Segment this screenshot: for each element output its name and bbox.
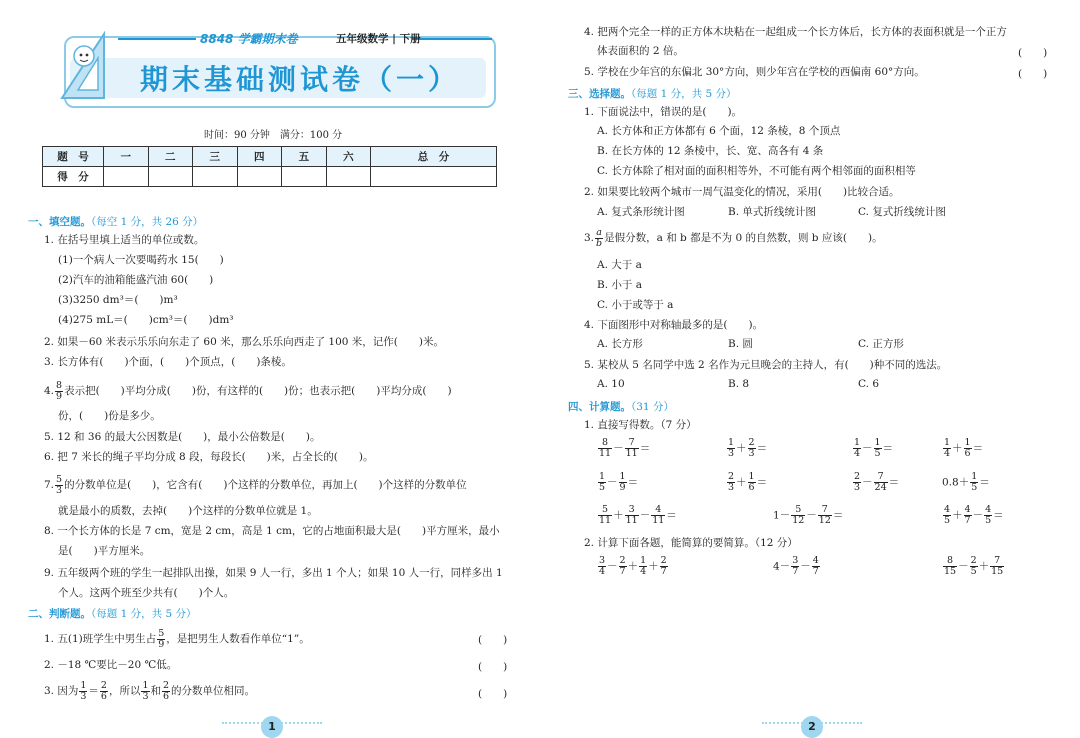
fraction [651, 505, 665, 526]
question: 2. －18 ℃要比－20 ℃低。 [44, 659, 178, 671]
denominator: 3 [56, 484, 63, 496]
numerator: 4 [812, 555, 819, 566]
question-text: 1. 五(1)班学生中男生占 [44, 633, 157, 645]
operator: 1－ [773, 509, 791, 522]
fraction [748, 472, 756, 493]
fraction [984, 505, 992, 526]
operator: ＋ [648, 560, 659, 573]
denominator: 24 [874, 482, 887, 493]
answer-parens[interactable]: ( ) [478, 661, 508, 673]
numerator: 2 [748, 437, 755, 448]
question: 5. 某校从 5 名同学中选 2 名作为元旦晚会的主持人，有( )种不同的选法。 [584, 359, 948, 371]
numerator: 1 [599, 471, 606, 482]
fraction [141, 681, 149, 702]
option[interactable]: B. 圆 [728, 338, 753, 350]
score-cell[interactable] [282, 167, 327, 187]
operator: － [613, 442, 624, 455]
denominator: 11 [599, 448, 612, 459]
fraction [791, 505, 805, 526]
denominator: 11 [599, 515, 612, 526]
denominator: 9 [619, 482, 626, 493]
numerator: 4 [964, 504, 971, 515]
question: 4. 把两个完全一样的正方体木块粘在一起组成一个长方体后，长方体的表面积就是一个正方 [584, 26, 1007, 38]
operator: ＋ [736, 476, 747, 489]
denominator: 7 [964, 515, 971, 526]
question: 6. 把 7 米长的绳子平均分成 8 段，每段长( )米，占全长的( )。 [44, 451, 374, 463]
numerator: 1 [728, 437, 735, 448]
operator: － [607, 560, 618, 573]
fraction [812, 556, 820, 577]
numerator: 1 [854, 437, 861, 448]
section-points: （每题 1 分，共 5 分） [631, 88, 737, 100]
page-title: 期末基础测试卷（一） [140, 63, 461, 96]
denominator: 9 [56, 390, 63, 402]
score-header-cell: 二 [148, 147, 193, 167]
denominator: 4 [854, 448, 861, 459]
option[interactable]: B. 小于 a [597, 279, 642, 291]
denominator: 5 [970, 566, 977, 577]
fraction [162, 681, 170, 702]
question: 9. 五年级两个班的学生一起排队出操，如果 9 人一行，多出 1 个人；如果 10 人一行，同样多出 1 [44, 567, 503, 579]
score-header-cell: 五 [282, 147, 327, 167]
score-header-cell: 一 [104, 147, 149, 167]
option[interactable]: B. 单式折线统计图 [728, 206, 816, 218]
fraction [625, 438, 639, 459]
numerator: 3 [625, 505, 639, 516]
option[interactable]: A. 复式条形统计图 [597, 206, 685, 218]
operator: ＝ [882, 442, 894, 455]
fraction [970, 472, 978, 493]
fraction [943, 505, 951, 526]
numerator: 1 [619, 471, 626, 482]
grade-separator: | [388, 33, 400, 45]
section-points: （每空 1 分，共 26 分） [91, 216, 204, 228]
denominator: 9 [158, 638, 165, 650]
operator: ＝ [639, 442, 651, 455]
expression [726, 472, 767, 493]
question-continued: 份，( )份是多少。 [58, 410, 161, 422]
fraction [625, 505, 639, 526]
numerator: 2 [660, 555, 667, 566]
denominator: 3 [748, 448, 755, 459]
question-item: (3)3250 dm³＝( )m³ [58, 294, 178, 306]
score-header-cell: 总 分 [371, 147, 497, 167]
header-rule-right [412, 38, 492, 40]
fraction [619, 556, 627, 577]
question: 5. 学校在少年宫的东偏北 30°方向，则少年宫在学校的西偏南 60°方向。 [584, 66, 925, 78]
denominator: 7 [792, 566, 799, 577]
numerator: 1 [142, 679, 149, 691]
section-points: （31 分） [631, 401, 674, 413]
question-continued: 是( )平方厘米。 [58, 545, 151, 557]
denominator: 5 [599, 482, 606, 493]
denominator: 11 [652, 515, 665, 526]
fraction [100, 681, 108, 702]
score-table-header-row [43, 147, 497, 167]
denominator: 6 [100, 690, 107, 702]
denominator: 7 [660, 566, 667, 577]
denominator: 12 [792, 515, 805, 526]
denominator: 3 [728, 448, 735, 459]
section-heading [568, 399, 674, 414]
fraction [791, 556, 799, 577]
question-text: 的分数单位相同。 [171, 685, 256, 697]
fraction [964, 438, 972, 459]
option[interactable]: A. 长方形 [597, 338, 643, 350]
fraction [595, 228, 603, 249]
score-cell[interactable] [237, 167, 282, 187]
operator: ＝ [756, 476, 768, 489]
question: 3. 长方体有( )个面，( )个顶点，( )条棱。 [44, 356, 292, 368]
question-text: 表示把( )平均分成( )份，有这样的( )份；也表示把( )平均分成( ) [64, 385, 452, 397]
question-continued: 个人。这两个班至少共有( )个人。 [58, 587, 235, 599]
expression [852, 438, 893, 459]
section-title: 三、选择题。 [568, 88, 631, 100]
denominator: 6 [748, 482, 755, 493]
expression [942, 472, 990, 493]
question-number: 7. [44, 479, 55, 491]
question: 1. 在括号里填上适当的单位或数。 [44, 234, 205, 246]
numerator: 1 [80, 679, 87, 691]
section-title: 一、填空题。 [28, 216, 91, 228]
mascot-icon [58, 30, 114, 102]
option[interactable]: C. 长方体除了相对面的面积相等外，不可能有两个相邻面的面积相等 [597, 165, 916, 177]
denominator: 15 [991, 566, 1004, 577]
question: 1. 直接写得数。（7 分） [584, 419, 697, 431]
grade-label: 五年级数学 [336, 33, 389, 45]
operator: ＝ [993, 509, 1004, 522]
operator: ＝ [756, 442, 768, 455]
fraction [639, 556, 647, 577]
question: 8. 一个长方体的长是 7 cm，宽是 2 cm，高是 1 cm，它的占地面积最大是( )平方厘米，最小 [44, 525, 500, 537]
question-text: 是假分数，a 和 b 都是不为 0 的自然数，则 b 应该( )。 [604, 232, 883, 244]
fraction [943, 438, 951, 459]
question: 4. 下面图形中对称轴最多的是( )。 [584, 319, 764, 331]
question-item: (1)一个病人一次要喝药水 15( ) [58, 254, 224, 266]
numerator: 2 [619, 555, 626, 566]
option[interactable]: C. 小于或等于 a [597, 299, 674, 311]
fraction [79, 681, 87, 702]
denominator: 4 [944, 448, 951, 459]
expression [597, 505, 677, 526]
numerator: 7 [818, 505, 832, 516]
fraction [55, 381, 63, 402]
denominator: 5 [944, 515, 951, 526]
numerator: 5 [56, 473, 63, 485]
expression [773, 505, 843, 526]
numerator: 2 [970, 555, 977, 566]
denominator: 4 [599, 566, 606, 577]
denominator: 5 [874, 448, 881, 459]
option[interactable]: A. 10 [597, 378, 625, 390]
operator: － [972, 509, 984, 522]
header-rule [118, 38, 196, 40]
expression [942, 505, 1004, 526]
question-text: ，所以 [108, 685, 141, 697]
question-text: ，是把男生人数看作单位“1”。 [166, 633, 310, 645]
numerator: 4 [651, 505, 665, 516]
expression [597, 438, 650, 459]
fraction [818, 505, 832, 526]
operator: 0.8＋ [942, 476, 970, 489]
volume-label: 下册 [399, 33, 421, 45]
operator: ＝ [627, 476, 639, 489]
expression [773, 556, 821, 577]
denominator: 3 [80, 690, 87, 702]
question-continued: 就是最小的质数，去掉( )个这样的分数单位就是 1。 [58, 505, 318, 517]
numerator: 2 [163, 679, 170, 691]
operator: ＋ [627, 560, 639, 573]
fraction [943, 556, 957, 577]
expression [726, 438, 767, 459]
operator: － [862, 442, 873, 455]
denominator: 3 [854, 482, 861, 493]
numerator: 1 [748, 471, 755, 482]
denominator: 7 [619, 566, 626, 577]
operator: － [862, 476, 873, 489]
numerator: 2 [854, 471, 861, 482]
header-series: 8848 学霸期末卷 [200, 32, 298, 46]
numerator: 8 [56, 379, 63, 391]
operator: － [958, 560, 969, 573]
answer-parens[interactable]: ( ) [478, 688, 508, 700]
score-cell[interactable] [193, 167, 238, 187]
expression [852, 472, 899, 493]
numerator: 7 [625, 438, 639, 449]
score-header-cell: 六 [326, 147, 371, 167]
score-header-cell: 题 号 [43, 147, 104, 167]
question-text: 3. 因为 [44, 685, 79, 697]
answer-parens[interactable]: ( ) [478, 634, 508, 646]
question-item: (4)275 mL＝( )cm³＝( )dm³ [58, 314, 234, 326]
score-cell[interactable] [148, 167, 193, 187]
time-info: 时间：90 分钟 满分：100 分 [204, 130, 343, 141]
expression [597, 556, 669, 577]
fraction [874, 472, 888, 493]
operator: ＋ [952, 442, 963, 455]
numerator: 7 [990, 556, 1004, 567]
fraction [55, 475, 63, 496]
question: 1. 下面说法中，错误的是( )。 [584, 106, 743, 118]
denominator: 6 [163, 690, 170, 702]
question: 2. 如果要比较两个城市一周气温变化的情况，采用( )比较合适。 [584, 186, 900, 198]
option[interactable]: C. 复式折线统计图 [858, 206, 946, 218]
expression [942, 556, 1005, 577]
denominator: 5 [971, 482, 978, 493]
question-continued: 体表面积的 2 倍。 [597, 45, 684, 57]
fraction [748, 438, 756, 459]
question [44, 380, 452, 402]
page-number: 2 [801, 716, 823, 738]
numerator: 4 [985, 504, 992, 515]
option[interactable]: C. 正方形 [858, 338, 904, 350]
numerator: a [596, 226, 602, 238]
numerator: 8 [598, 438, 612, 449]
operator: ＝ [832, 509, 844, 522]
denominator: 3 [728, 482, 735, 493]
fraction [990, 556, 1004, 577]
expression [597, 472, 638, 493]
operator: ＝ [666, 509, 677, 522]
denominator: 5 [985, 515, 992, 526]
score-header-cell: 四 [237, 147, 282, 167]
numerator: 5 [791, 505, 805, 516]
option[interactable]: C. 6 [858, 378, 880, 390]
denominator: 6 [964, 448, 971, 459]
section-points: （每题 1 分，共 5 分） [91, 608, 197, 620]
numerator: 8 [943, 556, 957, 567]
score-row-label: 得 分 [43, 167, 104, 187]
fraction [598, 505, 612, 526]
question-number: 4. [44, 385, 55, 397]
fraction [727, 438, 735, 459]
fraction [853, 472, 861, 493]
question [44, 474, 467, 496]
denominator: b [596, 237, 603, 249]
question [584, 227, 883, 249]
denominator: 12 [818, 515, 831, 526]
operator: ＋ [978, 560, 990, 573]
operator: ＝ [972, 442, 984, 455]
operator: ＋ [736, 442, 747, 455]
numerator: 1 [971, 471, 978, 482]
operator: － [639, 509, 651, 522]
operator: ＋ [952, 509, 963, 522]
numerator: 1 [874, 437, 881, 448]
fraction [598, 556, 606, 577]
page-number: 1 [261, 716, 283, 738]
question-number: 3. [584, 232, 595, 244]
question-item: (2)汽车的油箱能盛汽油 60( ) [58, 274, 214, 286]
operator: ＝ [888, 476, 900, 489]
section-heading [28, 606, 196, 621]
section-heading [568, 86, 736, 101]
numerator: 7 [874, 472, 888, 483]
numerator: 1 [944, 437, 951, 448]
numerator: 1 [640, 555, 647, 566]
question: 2. 如果－60 米表示乐乐向东走了 60 米，那么乐乐向西走了 100 米，记作( )米。 [44, 336, 444, 348]
numerator: 5 [158, 627, 165, 639]
fraction [598, 438, 612, 459]
score-table-score-row [43, 167, 497, 187]
question: 2. 计算下面各题，能简算的要简算。（12 分） [584, 537, 798, 549]
fraction [619, 472, 627, 493]
score-cell[interactable] [371, 167, 497, 187]
option[interactable]: A. 大于 a [597, 259, 642, 271]
numerator: 2 [728, 471, 735, 482]
fraction [964, 505, 972, 526]
section-heading [28, 214, 203, 229]
question [44, 680, 255, 702]
option[interactable]: B. 在长方体的 12 条棱中，长、宽、高各有 4 条 [597, 145, 824, 157]
denominator: 4 [640, 566, 647, 577]
operator: － [607, 476, 618, 489]
score-cell[interactable] [104, 167, 149, 187]
numerator: 3 [792, 555, 799, 566]
fraction [874, 438, 882, 459]
score-header-cell: 三 [193, 147, 238, 167]
numerator: 2 [100, 679, 107, 691]
fraction [970, 556, 978, 577]
operator: ＝ [979, 476, 990, 489]
score-cell[interactable] [326, 167, 371, 187]
numerator: 4 [944, 504, 951, 515]
operator: 4－ [773, 560, 791, 573]
header-grade [336, 31, 421, 46]
denominator: 7 [812, 566, 819, 577]
denominator: 11 [625, 515, 638, 526]
equals-sign: ＝ [88, 685, 99, 697]
numerator: 5 [598, 505, 612, 516]
denominator: 3 [142, 690, 149, 702]
option[interactable]: A. 长方体和正方体都有 6 个面，12 条棱，8 个顶点 [597, 125, 841, 137]
operator: ＋ [613, 509, 624, 522]
fraction [157, 629, 165, 650]
fraction [660, 556, 668, 577]
operator: － [800, 560, 811, 573]
numerator: 3 [599, 555, 606, 566]
answer-parens[interactable]: ( ) [1018, 47, 1048, 59]
fraction [853, 438, 861, 459]
option[interactable]: B. 8 [728, 378, 750, 390]
numerator: 1 [964, 437, 971, 448]
denominator: 15 [944, 566, 957, 577]
question: 5. 12 和 36 的最大公因数是( )，最小公倍数是( )。 [44, 431, 321, 443]
fraction [598, 472, 606, 493]
question-text: 的分数单位是( )，它含有( )个这样的分数单位，再加上( )个这样的分数单位 [64, 479, 467, 491]
section-title: 二、判断题。 [28, 608, 91, 620]
operator: － [806, 509, 817, 522]
expression [942, 438, 983, 459]
answer-parens[interactable]: ( ) [1018, 68, 1048, 80]
question-text: 和 [150, 685, 161, 697]
denominator: 11 [625, 448, 638, 459]
fraction [727, 472, 735, 493]
question [44, 628, 310, 650]
section-title: 四、计算题。 [568, 401, 631, 413]
score-table [42, 146, 497, 187]
